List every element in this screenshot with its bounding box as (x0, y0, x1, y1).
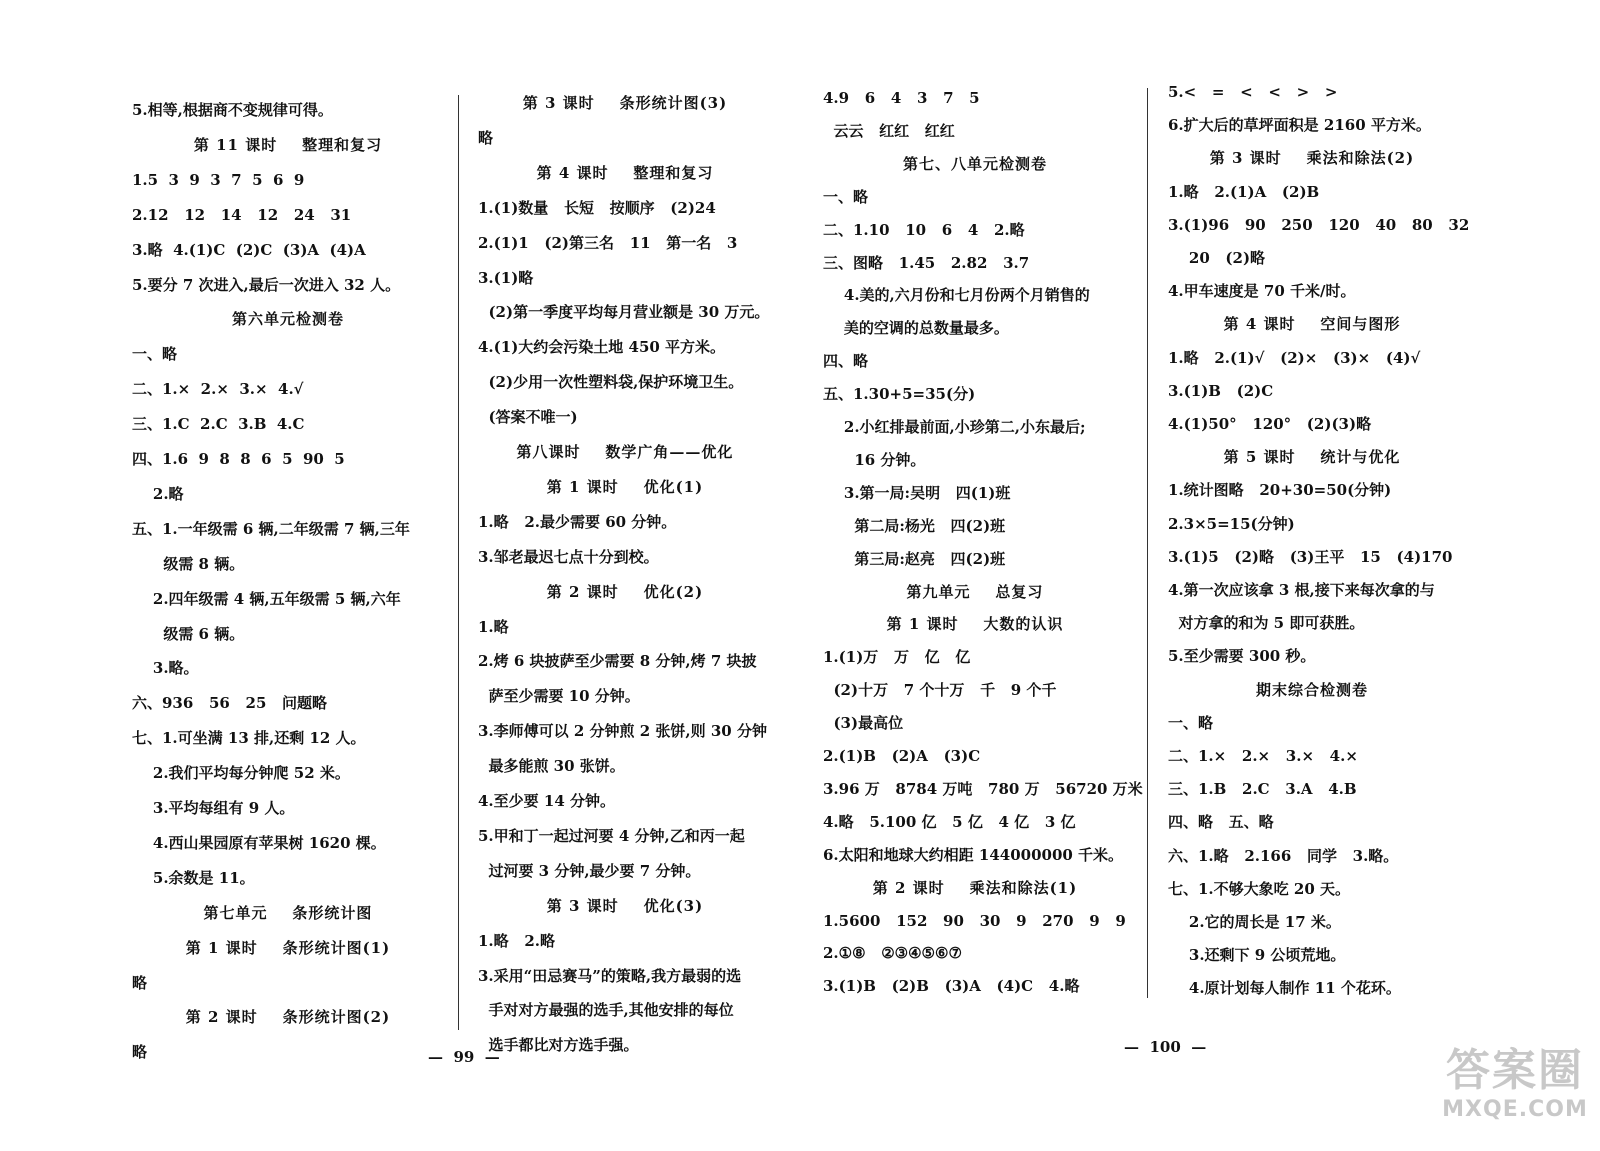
answer-line: 一、略 (1168, 713, 1214, 732)
answer-line: 3.邹老最迟七点十分到校。 (478, 547, 659, 566)
answer-line: 2.小红排最前面,小珍第二,小东最后; (823, 418, 1086, 436)
answer-line: 2.四年级需 4 辆,五年级需 5 辆,六年 (132, 589, 401, 608)
section-heading: 第 3 课时 优化(3) (546, 896, 704, 915)
answer-line: 4.至少要 14 分钟。 (478, 792, 615, 810)
answer-line: 2.烤 6 块披萨至少需要 8 分钟,烤 7 块披 (478, 652, 757, 671)
answer-line: (答案不唯一) (478, 408, 578, 427)
column-divider (1147, 88, 1148, 998)
answer-line: 4.9 6 4 3 7 5 (823, 89, 980, 107)
section-heading: 第 11 课时 整理和复习 (193, 135, 383, 154)
answer-line: 4.美的,六月份和七月份两个月销售的 (823, 286, 1090, 305)
section-heading: 第七、八单元检测卷 (902, 154, 1047, 173)
section-heading: 期末综合检测卷 (1255, 680, 1368, 699)
answer-line: 选手都比对方选手强。 (478, 1036, 639, 1055)
section-heading: 第 2 课时 优化(2) (546, 582, 704, 601)
answer-line: 1.略 2.(1)A (2)B (1168, 182, 1320, 201)
answer-line: 美的空调的总数量最多。 (823, 319, 1009, 338)
answer-line: 20 (2)略 (1168, 249, 1266, 267)
answer-line: 3.李师傅可以 2 分钟煎 2 张饼,则 30 分钟 (478, 722, 767, 741)
answer-line: 四、略 五、略 (1168, 813, 1274, 832)
answer-line: 3.96 万 8784 万吨 780 万 56720 万米 (823, 779, 1143, 798)
answer-line: 过河要 3 分钟,最少要 7 分钟。 (478, 861, 701, 880)
watermark-sub-text: MXQE.COM (1442, 1097, 1588, 1122)
answer-line: 1.略 2.(1)√ (2)× (3)× (4)√ (1168, 348, 1421, 367)
watermark-logo (1440, 1045, 1590, 1145)
answer-line: 5.相等,根据商不变规律可得。 (132, 101, 333, 119)
answer-line: 四、1.6 9 8 8 6 5 90 5 (132, 450, 345, 468)
answer-line: 1.略 (478, 617, 509, 636)
answer-line: 3.(1)96 90 250 120 40 80 32 (1168, 215, 1470, 234)
answer-line: 3.(1)略 (478, 268, 534, 287)
answer-line: 级需 6 辆。 (132, 624, 245, 643)
answer-line: 1.(1)万 万 亿 亿 (823, 648, 971, 667)
section-heading: 第 1 课时 条形统计图(1) (185, 938, 391, 957)
section-heading: 第 4 课时 空间与图形 (1223, 315, 1401, 334)
answer-line: 一、略 (823, 187, 869, 206)
section-heading: 第 3 课时 乘法和除法(2) (1209, 149, 1415, 168)
answer-line: 4.甲车速度是 70 千米/时。 (1168, 282, 1356, 301)
answer-line: 4.第一次应该拿 3 根,接下来每次拿的与 (1168, 581, 1435, 599)
answer-line: 4.(1)50° 120° (2)(3)略 (1168, 415, 1372, 433)
answer-line: 三、1.B 2.C 3.A 4.B (1168, 780, 1357, 799)
section-heading: 第 1 课时 大数的认识 (886, 615, 1064, 634)
answer-line: 3.第一局:吴明 四(1)班 (823, 483, 1011, 502)
answer-line: 二、1.× 2.× 3.× 4.× (1168, 747, 1358, 765)
section-heading: 第 2 课时 条形统计图(2) (185, 1008, 391, 1027)
answer-line: 3.(1)B (2)C (1168, 381, 1274, 400)
section-heading: 第九单元 总复习 (906, 582, 1044, 601)
answer-line: 2.12 12 14 12 24 31 (132, 205, 352, 224)
answer-line: 六、1.略 2.166 同学 3.略。 (1168, 846, 1399, 865)
answer-line: 七、1.可坐满 13 排,还剩 12 人。 (132, 729, 366, 748)
answer-line: 级需 8 辆。 (132, 554, 245, 573)
answer-line: 略 (132, 973, 148, 992)
answer-line: 6.太阳和地球大约相距 144000000 千米。 (823, 845, 1124, 864)
answer-line: 1.(1)数量 长短 按顺序 (2)24 (478, 198, 716, 217)
section-heading: 第六单元检测卷 (231, 310, 344, 329)
answer-line: 五、1.一年级需 6 辆,二年级需 7 辆,三年 (132, 519, 410, 538)
answer-line: 2.(1)1 (2)第三名 11 第一名 3 (478, 233, 738, 252)
answer-line: 对方拿的和为 5 即可获胜。 (1168, 614, 1365, 633)
answer-line: 4.西山果园原有苹果树 1620 棵。 (132, 833, 386, 852)
answer-line: 5.< = < < > > (1168, 83, 1338, 101)
answer-line: 1.略 2.最少需要 60 分钟。 (478, 512, 677, 531)
answer-line: 2.①⑧ ②③④⑤⑥⑦ (823, 944, 962, 963)
answer-line: 4.略 5.100 亿 5 亿 4 亿 3 亿 (823, 812, 1076, 831)
answer-line: 1.略 2.略 (478, 931, 555, 950)
column-divider (458, 95, 459, 1030)
section-heading: 第 4 课时 整理和复习 (536, 163, 714, 182)
answer-line: 2.略 (132, 484, 184, 503)
answer-line: 略 (132, 1043, 148, 1062)
section-heading: 第 1 课时 优化(1) (546, 477, 704, 496)
answer-line: 萨至少需要 10 分钟。 (478, 687, 640, 706)
answer-line: (2)十万 7 个十万 千 9 个千 (823, 681, 1057, 700)
answer-line: (2)少用一次性塑料袋,保护环境卫生。 (478, 373, 744, 392)
watermark-main-text: 答案圈 (1446, 1045, 1584, 1096)
answer-line: 五、1.30+5=35(分) (823, 385, 976, 404)
answer-line: 三、图略 1.45 2.82 3.7 (823, 253, 1030, 272)
answer-line: 3.还剩下 9 公顷荒地。 (1168, 946, 1346, 965)
page-number-left: — 99 — (428, 1048, 500, 1066)
answer-line: 三、1.C 2.C 3.B 4.C (132, 415, 305, 434)
answer-line: 16 分钟。 (823, 450, 926, 469)
answer-line: 5.余数是 11。 (132, 868, 255, 887)
page-number-right: — 100 — (1124, 1038, 1207, 1056)
answer-line: (2)第一季度平均每月营业额是 30 万元。 (478, 303, 770, 322)
answer-line: 四、略 (823, 352, 869, 371)
answer-line: 云云 红红 红红 (823, 121, 955, 140)
answer-line: 5.要分 7 次进入,最后一次进入 32 人。 (132, 275, 401, 294)
answer-line: 6.扩大后的草坪面积是 2160 平方米。 (1168, 116, 1431, 135)
answer-line: 第三局:赵亮 四(2)班 (823, 549, 1006, 568)
answer-line: 最多能煎 30 张饼。 (478, 757, 625, 776)
answer-line: 3.略。 (132, 659, 199, 678)
answer-line: 3.略 4.(1)C (2)C (3)A (4)A (132, 240, 366, 259)
answer-line: 一、略 (132, 345, 178, 364)
answer-line: 5.甲和丁一起过河要 4 分钟,乙和丙一起 (478, 826, 745, 845)
answer-line: 2.(1)B (2)A (3)C (823, 747, 981, 765)
answer-line: 4.(1)大约会污染土地 450 平方米。 (478, 338, 726, 357)
answer-line: 第二局:杨光 四(2)班 (823, 516, 1006, 535)
answer-line: 略 (478, 128, 494, 147)
answer-line: 3.(1)5 (2)略 (3)王平 15 (4)170 (1168, 547, 1453, 566)
answer-line: 六、936 56 25 问题略 (132, 694, 328, 713)
answer-line: (3)最高位 (823, 714, 904, 733)
answer-line: 手对对方最强的选手,其他安排的每位 (478, 1001, 734, 1020)
section-heading: 第 5 课时 统计与优化 (1223, 448, 1401, 467)
answer-line: 2.我们平均每分钟爬 52 米。 (132, 764, 350, 783)
section-heading: 第 2 课时 乘法和除法(1) (872, 878, 1078, 897)
answer-line: 3.平均每组有 9 人。 (132, 799, 295, 817)
answer-line: 2.它的周长是 17 米。 (1168, 913, 1341, 931)
answer-line: 3.采用“田忌赛马”的策略,我方最弱的选 (478, 966, 742, 985)
answer-line: 二、1.× 2.× 3.× 4.√ (132, 380, 304, 399)
answer-line: 1.统计图略 20+30=50(分钟) (1168, 481, 1392, 500)
section-heading: 第八课时 数学广角——优化 (516, 443, 734, 461)
answer-line: 3.(1)B (2)B (3)A (4)C 4.略 (823, 977, 1080, 996)
answer-line: 5.至少需要 300 秒。 (1168, 647, 1316, 666)
answer-line: 1.5 3 9 3 7 5 6 9 (132, 170, 305, 189)
section-heading: 第 3 课时 条形统计图(3) (522, 94, 728, 112)
answer-line: 1.5600 152 90 30 9 270 9 9 (823, 911, 1126, 930)
answer-line: 二、1.10 10 6 4 2.略 (823, 220, 1025, 239)
answer-line: 4.原计划每人制作 11 个花环。 (1168, 979, 1401, 998)
section-heading: 第七单元 条形统计图 (203, 903, 373, 922)
answer-line: 七、1.不够大象吃 20 天。 (1168, 879, 1350, 898)
answer-line: 2.3×5=15(分钟) (1168, 514, 1295, 533)
